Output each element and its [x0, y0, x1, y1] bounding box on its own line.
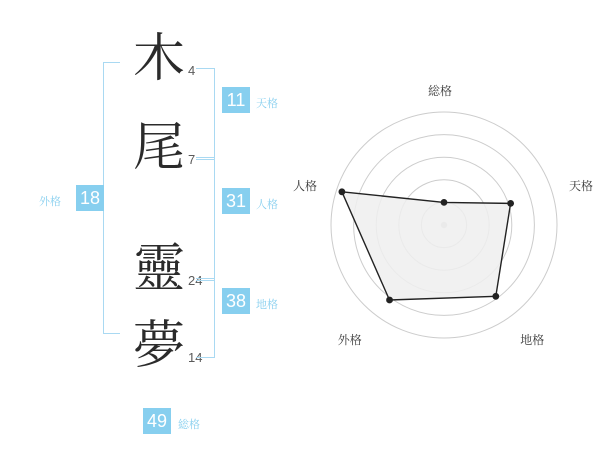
- kanji-char-4: 夢: [133, 316, 186, 376]
- bracket-tenkaku: [196, 68, 215, 160]
- radar-chart: [293, 84, 600, 385]
- badge-jinkaku-value: 31: [222, 188, 250, 214]
- badge-soukaku-label: 総格: [178, 419, 200, 431]
- kanji-stroke-2: 7: [188, 152, 196, 167]
- axis-label-gaikaku: 外格: [337, 332, 362, 347]
- badge-jinkaku-label: 人格: [256, 199, 278, 211]
- kanji-char-2: 尾: [133, 118, 186, 178]
- badge-soukaku-value: 49: [143, 408, 171, 434]
- kanji-char-1: 木: [133, 29, 186, 89]
- bracket-chikaku: [196, 278, 215, 358]
- axis-label-chikaku: 地格: [520, 332, 545, 347]
- radar-series: [339, 188, 515, 303]
- badge-chikaku-label: 地格: [256, 299, 278, 311]
- axis-label-jinkaku: 人格: [293, 178, 318, 193]
- badge-chikaku-value: 38: [222, 288, 250, 314]
- kanji-stroke-3: 24: [188, 273, 203, 288]
- kanji-stroke-4: 14: [188, 350, 203, 365]
- kanji-char-3: 靈: [133, 239, 186, 299]
- badge-gaikaku-value: 18: [76, 185, 104, 211]
- bracket-jinkaku: [196, 157, 215, 281]
- badge-gaikaku-label: 外格: [39, 196, 61, 208]
- kanji-stroke-1: 4: [188, 63, 196, 78]
- axis-label-soukaku: 総格: [428, 84, 453, 98]
- axis-label-tenkaku: 天格: [568, 178, 593, 193]
- badge-tenkaku-value: 11: [222, 87, 250, 113]
- bracket-gaikaku: [103, 62, 120, 334]
- badge-tenkaku-label: 天格: [256, 98, 278, 110]
